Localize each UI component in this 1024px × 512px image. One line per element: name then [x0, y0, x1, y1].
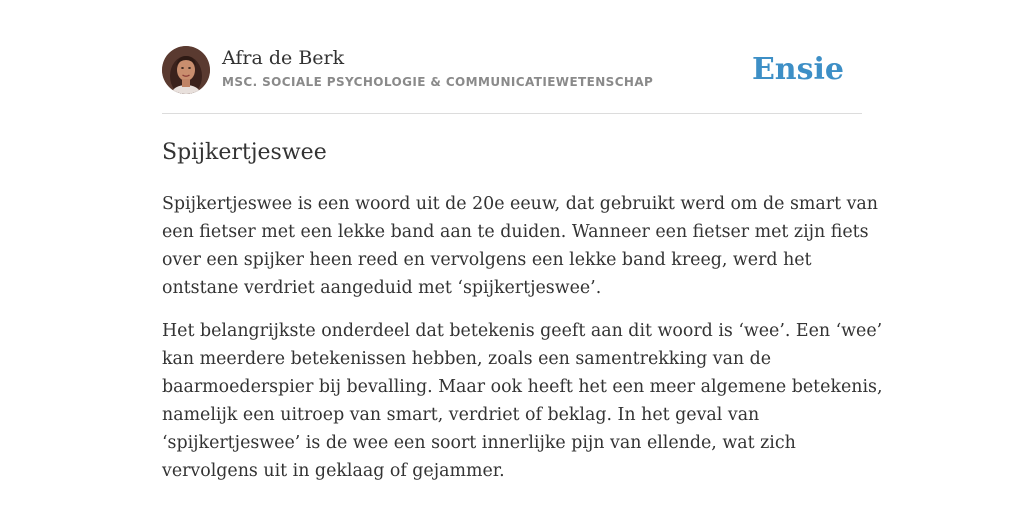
header-divider [162, 113, 862, 114]
paragraph-1 [162, 190, 879, 302]
avatar-portrait [162, 46, 210, 94]
author-name[interactable]: Afra de Berk [222, 47, 345, 69]
paragraph-line: kan meerdere betekenissen hebben, zoals een samentrekking van de [162, 349, 772, 369]
paragraph-line: over een spijker heen reed en vervolgens een lekke band kreeg, werd het [162, 250, 812, 270]
author-header [162, 46, 862, 96]
paragraph-line: een fietser met een lekke band aan te duiden. Wanneer een fietser met zijn fiets [162, 222, 869, 242]
article-title: Spijkertjeswee [162, 140, 327, 165]
paragraph-line: namelijk een uitroep van smart, verdriet of beklag. In het geval van [162, 405, 760, 425]
paragraph-line: ‘spijkertjeswee’ is de wee een soort innerlijke pijn van ellende, wat zich [162, 433, 796, 453]
paragraph-line: baarmoederspier bij bevalling. Maar ook heeft het een meer algemene betekenis, [162, 377, 883, 397]
paragraph-line: vervolgens uit in geklaag of gejammer. [162, 461, 505, 481]
article-body [162, 190, 883, 500]
paragraph-line: Spijkertjeswee is een woord uit de 20e eeuw, dat gebruikt werd om de smart van [162, 194, 879, 214]
author-avatar [162, 46, 210, 94]
paragraph-line: ontstane verdriet aangeduid met ‘spijkertjeswee’. [162, 278, 602, 298]
ensie-logo[interactable]: Ensie [751, 52, 844, 87]
paragraph-line: Het belangrijkste onderdeel dat betekenis geeft aan dit woord is ‘wee’. Een ‘wee’ [162, 321, 883, 341]
author-credentials: MSC. SOCIALE PSYCHOLOGIE & COMMUNICATIEWETENSCHAP [222, 75, 654, 89]
paragraph-2 [162, 317, 883, 485]
